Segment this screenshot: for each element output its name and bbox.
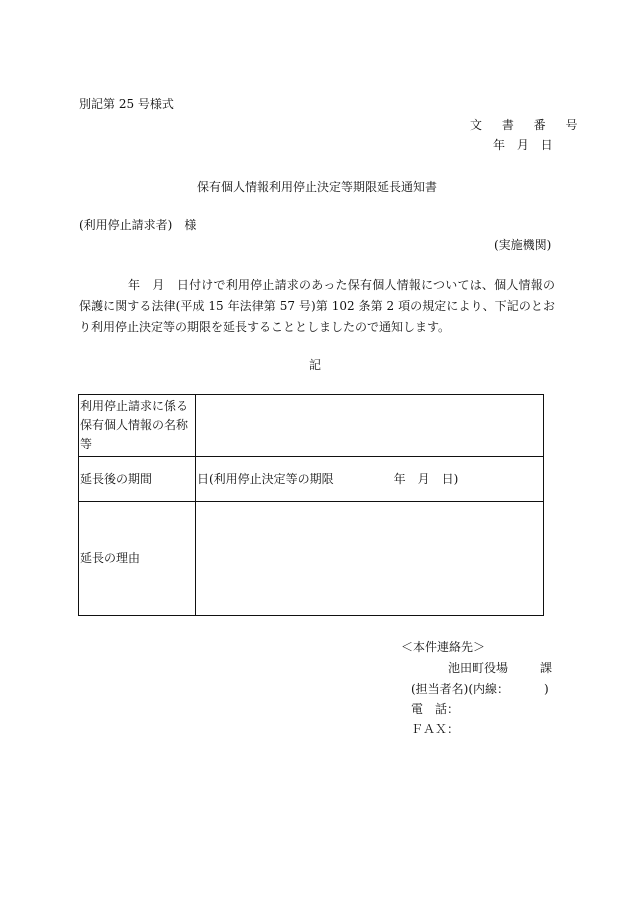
contact-person: (担当者名)(内線： xyxy=(411,682,510,696)
contact-person-close: ) xyxy=(544,682,549,696)
date-label: 年 月 日 xyxy=(493,138,557,152)
note-heading: 記 xyxy=(309,358,322,372)
table-row xyxy=(79,395,544,457)
row-label-extended-period: 延長後の期間 xyxy=(79,457,196,502)
table-row xyxy=(79,457,544,502)
row-value-extension-reason xyxy=(196,502,544,616)
document-number-label: 文 書 番 号 xyxy=(470,118,586,132)
row-value-info-name xyxy=(196,395,544,457)
issuing-agency: (実施機関) xyxy=(494,238,552,252)
contact-section-suffix: 課 xyxy=(540,661,553,675)
form-number: 別記第 25 号様式 xyxy=(79,97,174,111)
contact-office: 池田町役場 xyxy=(448,661,509,675)
row-label-info-name: 利用停止請求に係る保有個人情報の名称等 xyxy=(79,395,196,457)
table-row xyxy=(79,502,544,616)
detail-table xyxy=(78,394,544,616)
contact-phone: 電 話： xyxy=(411,702,460,716)
contact-fax: ＦＡＸ： xyxy=(411,722,460,736)
document-title: 保有個人情報利用停止決定等期限延長通知書 xyxy=(197,180,438,194)
row-label-extension-reason: 延長の理由 xyxy=(79,502,196,616)
row-value-extended-period: 日(利用停止決定等の期限 年 月 日) xyxy=(196,457,544,502)
contact-heading: ＜本件連絡先＞ xyxy=(401,640,486,654)
notice-body: 年 月 日付けで利用停止請求のあった保有個人情報については、個人情報の保護に関する法律(平成 15 年法律第 57 号)第 102 条第 2 項の規定により、下記のとおり利用停止決定等の期限を延長することとしましたので通知します。 xyxy=(79,278,555,334)
addressee: (利用停止請求者) 様 xyxy=(79,218,197,232)
